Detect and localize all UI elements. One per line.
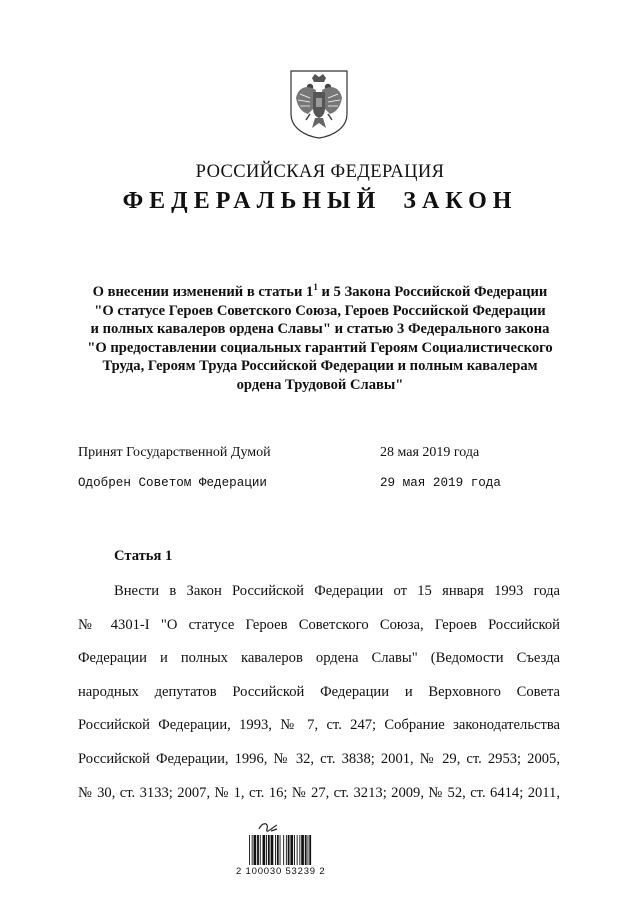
barcode-bar [268, 835, 270, 865]
article-heading: Статья 1 [114, 548, 173, 564]
barcode-bar [290, 835, 293, 865]
article-line: Российской Федерации, 1996, № 32, ст. 3838; 2001, № 29, ст. 2953; 2005, [78, 750, 560, 767]
barcode-icon [249, 835, 311, 865]
article-body [78, 580, 560, 815]
article-line: народных депутатов Российской Федерации и Верховного Совета [78, 683, 560, 700]
law-type-word2: ЗАКОН [403, 188, 518, 214]
barcode-bar [308, 835, 309, 865]
law-title-line-2: "О статусе Героев Советского Союза, Героев Российской Федерации [94, 302, 546, 319]
law-title-line-5: Труда, Героям Труда Российской Федерации и полным кавалерам [102, 358, 538, 375]
article-line: Федерации и полных кавалеров ордена Славы" (Ведомости Съезда [78, 650, 560, 667]
barcode-bar [299, 835, 300, 865]
law-type-word1: ФЕДЕРАЛЬНЫЙ [122, 188, 382, 214]
law-title-line-6: ордена Трудовой Славы" [236, 376, 404, 393]
country-name: РОССИЙСКАЯ ФЕДЕРАЦИЯ [195, 162, 445, 182]
barcode-bar [280, 835, 281, 865]
duma-adoption-label: Принят Государственной Думой [78, 445, 271, 460]
duma-adoption-date: 28 мая 2019 года [380, 445, 480, 460]
barcode-bar [252, 835, 253, 865]
barcode-bar [266, 835, 267, 865]
council-approval-label: Одобрен Советом Федерации [78, 476, 267, 490]
barcode-bar [305, 835, 307, 865]
barcode-bar [254, 835, 257, 865]
law-title-line-3: и полных кавалеров ордена Славы" и статью 3 Федерального закона [90, 321, 550, 338]
barcode-bar [301, 835, 304, 865]
article-line: № 4301-I "О статусе Героев Советского Союза, Героев Российской [78, 616, 560, 633]
law-title-line-1: О внесении изменений в статьи $1^1$ и 5 Закона Российской Федерации [92, 282, 548, 300]
article-line: Внести в Закон Российской Федерации от 15 января 1993 года [114, 583, 560, 599]
barcode-bar [277, 835, 279, 865]
barcode-bar [263, 835, 266, 865]
barcode-bar [260, 835, 261, 865]
barcode-bar [275, 835, 276, 865]
barcode-number: 2 100030 53239 2 [236, 866, 326, 877]
barcode-bar [257, 835, 259, 865]
law-title-line-4: "О предоставлении социальных гарантий Героям Социалистического [87, 339, 553, 356]
law-type-heading [0, 188, 640, 215]
council-approval-date: 29 мая 2019 года [380, 476, 501, 490]
barcode-bar [294, 835, 295, 865]
article-line: Российской Федерации, 1993, № 7, ст. 247; Собрание законодательства [78, 717, 560, 734]
barcode-bar [283, 835, 284, 865]
barcode-bar [309, 835, 311, 865]
signature-mark-icon [259, 824, 277, 831]
barcode-bar [286, 835, 287, 865]
barcode-bar [271, 835, 274, 865]
article-superscript: 1 [313, 282, 318, 293]
barcode-bar [249, 835, 250, 865]
law-title [70, 283, 570, 395]
barcode-bar [297, 835, 298, 865]
article-line: № 30, ст. 3133; 2007, № 1, ст. 16; № 27, ст. 3213; 2009, № 52, ст. 6414; 2011, [78, 784, 560, 801]
russian-coat-of-arms-icon [288, 68, 350, 140]
barcode-bar [288, 835, 290, 865]
